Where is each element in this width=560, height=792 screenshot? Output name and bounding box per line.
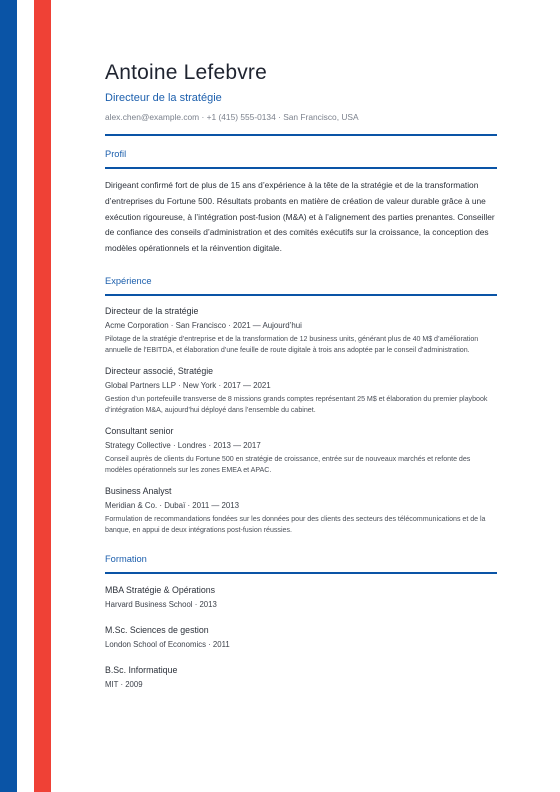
profile-section <box>105 148 497 257</box>
experience-section <box>105 275 497 537</box>
experience-item <box>105 485 497 537</box>
experience-role: Business Analyst <box>105 485 172 496</box>
education-degree: B.Sc. Informatique <box>105 664 178 675</box>
experience-description: Pilotage de la stratégie d’entreprise et de la transformation de 12 business units, générant plus de 40 M$ d’amélioration annuelle de l’EBITDA, et élaboration d’une feuille de route digitale à trois ans adoptée par le conseil d’administration. <box>105 334 479 355</box>
experience-item <box>105 365 497 417</box>
experience-rule <box>105 294 497 296</box>
resume-header <box>105 60 497 123</box>
experience-description: Conseil auprès de clients du Fortune 500 en stratégie de croissance, entrée sur de nouveaux marchés et refonte des modèles opérationnels sur les zones EMEA et APAC. <box>105 454 471 475</box>
education-heading: Formation <box>105 553 147 564</box>
education-degree: MBA Stratégie & Opérations <box>105 584 216 595</box>
experience-meta: Meridian & Co. · Dubaï · 2011 — 2013 <box>105 500 240 510</box>
experience-description: Formulation de recommandations fondées sur les données pour des clients des secteurs des télécommunications et de la banque, en appui de deux intégrations post-fusion réussies. <box>105 514 486 535</box>
education-item <box>105 664 497 690</box>
education-item <box>105 584 497 610</box>
education-meta: MIT · 2009 <box>105 679 143 689</box>
experience-item <box>105 425 497 477</box>
profile-rule <box>105 167 497 169</box>
experience-item <box>105 305 497 357</box>
flag-stripe-red <box>34 0 51 792</box>
flag-stripe-white <box>17 0 34 792</box>
experience-role: Directeur de la stratégie <box>105 305 199 316</box>
education-degree: M.Sc. Sciences de gestion <box>105 624 209 635</box>
flag-stripe-blue <box>0 0 17 792</box>
contact-line: alex.chen@example.com · +1 (415) 555-0134 · San Francisco, USA <box>105 112 359 122</box>
experience-role: Directeur associé, Stratégie <box>105 365 214 376</box>
experience-description: Gestion d’un portefeuille transverse de 8 missions grands comptes représentant 25 M$ et élaboration du premier playbook d’intégration M&A, aujourd’hui déployé dans l’ensemble du cabinet. <box>105 394 488 415</box>
education-meta: London School of Economics · 2011 <box>105 639 230 649</box>
candidate-title: Directeur de la stratégie <box>105 92 222 104</box>
education-rule <box>105 572 497 574</box>
header-divider <box>105 134 497 136</box>
profile-heading: Profil <box>105 149 127 159</box>
experience-heading: Expérience <box>105 275 152 286</box>
experience-meta: Acme Corporation · San Francisco · 2021 — Aujourd’hui <box>105 320 302 330</box>
education-section <box>105 553 497 690</box>
education-item <box>105 624 497 650</box>
experience-role: Consultant senior <box>105 425 174 436</box>
education-meta: Harvard Business School · 2013 <box>105 599 217 609</box>
experience-meta: Global Partners LLP · New York · 2017 — 2021 <box>105 380 271 390</box>
experience-meta: Strategy Collective · Londres · 2013 — 2017 <box>105 440 261 450</box>
profile-text: Dirigeant confirmé fort de plus de 15 ans d’expérience à la tête de la stratégie et de la transformation d’entreprises du Fortune 500. Résultats probants en matière de création de valeur durable grâce à une exécution rigoureuse, à l’intégration post-fusion (M&A) et à l’alignement des parties prenantes. Conseiller de confiance des conseils d’administration et des comités exécutifs sur la croissance, la conception des modèles opérationnels et la réinvention digitale. <box>105 180 495 254</box>
resume-page <box>105 60 497 690</box>
candidate-name: Antoine Lefebvre <box>105 61 267 84</box>
